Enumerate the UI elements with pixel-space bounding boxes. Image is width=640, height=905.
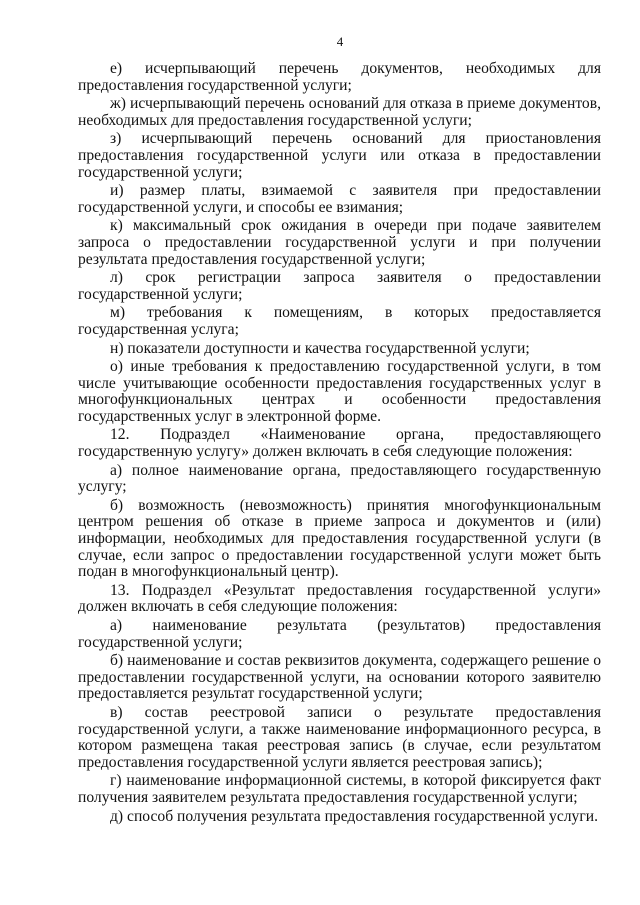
paragraph-item-zh: ж) исчерпывающий перечень оснований для отказа в приеме документов, необходимых для предоставления государственной услуги; [78,95,601,129]
paragraph-item-l: л) срок регистрации запроса заявителя о предоставлении государственной услуги; [78,269,601,303]
section-13-item-b: б) наименование и состав реквизитов документа, содержащего решение о предоставлении государственной услуги, на основании которого заявителю предоставляется результат государственной услуги; [78,652,601,703]
section-12-item-a: а) полное наименование органа, предоставляющего государственную услугу; [78,461,601,496]
paragraph-item-k: к) максимальный срок ожидания в очереди при подаче заявителем запроса о предоставлении государственной услуги и при получении результата предоставления государственной услуги; [78,217,601,268]
paragraph-item-e: е) исчерпывающий перечень документов, необходимых для предоставления государственной услуги; [78,60,601,94]
section-13-item-g: г) наименование информационной системы, в которой фиксируется факт получения заявителем результата предоставления государственной услуги; [78,772,601,806]
paragraph-item-n: н) показатели доступности и качества государственной услуги; [110,339,530,357]
section-13-item-d: д) способ получения результата предоставления государственной услуги. [110,807,598,825]
section-13-item-a: а) наименование результата (результатов) предоставления государственной услуги; [78,617,601,651]
paragraph-item-m: м) требования к помещениям, в которых предоставляется государственная услуга; [78,304,601,338]
section-13-item-v: в) состав реестровой записи о результате предоставления государственной услуги, а также наименование информационного ресурса, в котором размещена такая реестровая запись (в случае, если результатом предоставления государственной услуги является реестровая запись); [78,703,601,771]
paragraph-item-i: и) размер платы, взимаемой с заявителя при предоставлении государственной услуги, и способы ее взимания; [78,182,601,216]
section-13-heading: 13. Подраздел «Результат предоставления государственной услуги» должен включать в себя следующие положения: [78,581,601,616]
paragraph-item-o: о) иные требования к предоставлению государственной услуги, в том числе учитывающие особенности предоставления государственных услуг в многофункциональных центрах и особенности предоставления государственных услуг в электронной форме. [78,358,601,425]
section-12-item-b: б) возможность (невозможность) принятия многофункциональным центром решения об отказе в приеме запроса и документов и (или) информации, необходимых для предоставления государственной услуги (в случае, если запрос о предоставлении государственной услуги может быть подан в многофункциональный центр). [78,496,601,581]
section-12-heading: 12. Подраздел «Наименование органа, предоставляющего государственную услугу» должен включать в себя следующие положения: [78,426,601,461]
page-number: 4 [336,34,344,49]
paragraph-item-z: з) исчерпывающий перечень оснований для приостановления предоставления государственной услуги или отказа в предоставлении государственной услуги; [78,130,601,181]
document-body [78,61,601,827]
